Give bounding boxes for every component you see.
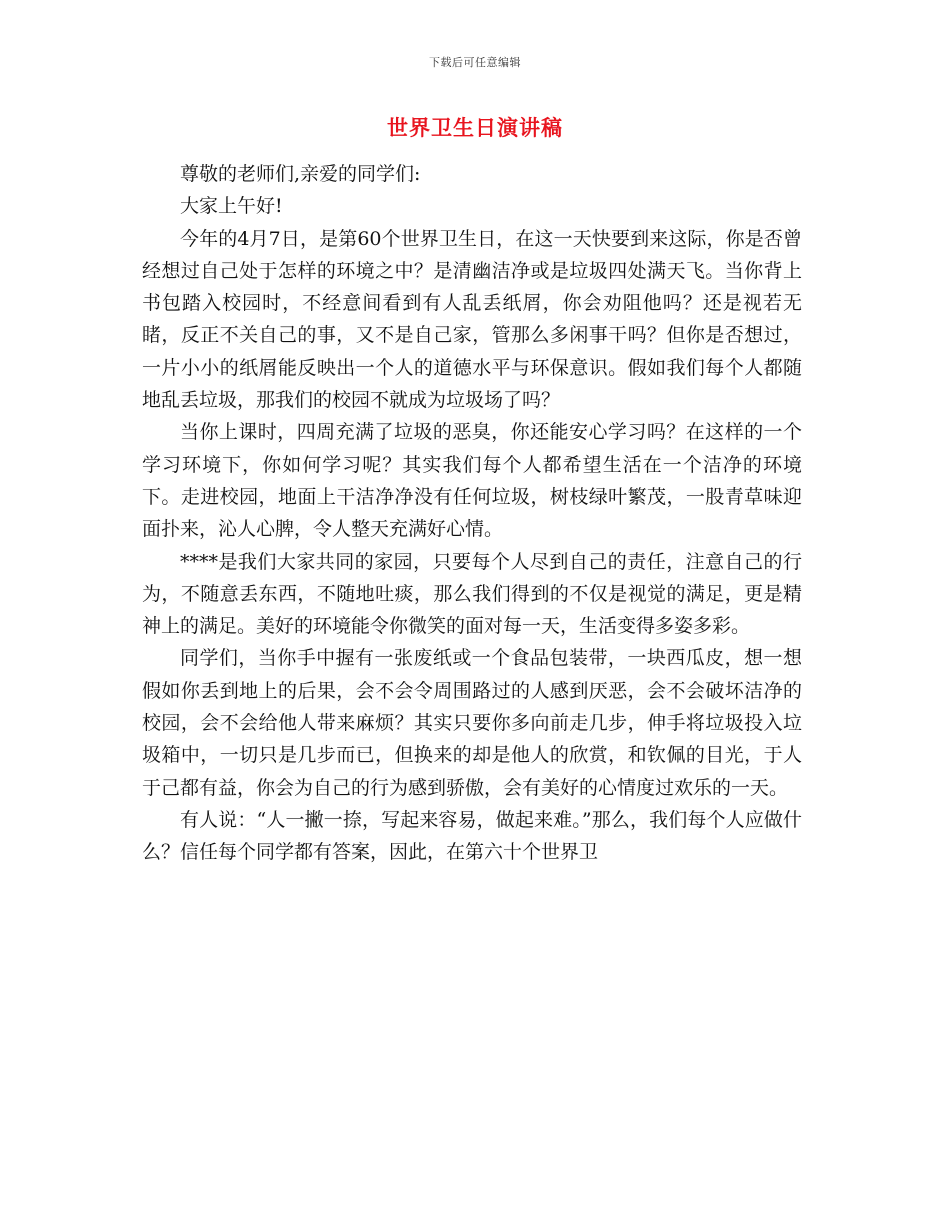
header-note: 下载后可任意编辑: [429, 56, 521, 69]
paragraph-greeting: 大家上午好!: [180, 195, 283, 218]
paragraph: ****是我们大家共同的家园，只要每个人尽到自己的责任，注意自己的行为，不随意丢东西，不随地吐痰，那么我们得到的不仅是视觉的满足，更是精神上的满足。美好的环境能令你微笑的面对每一天，生活变得多姿多彩。: [142, 550, 802, 638]
paragraph: 今年的4月7日，是第60个世界卫生日，在这一天快要到来这际，你是否曾经想过自己处于怎样的环境之中？是清幽洁净或是垃圾四处满天飞。当你背上书包踏入校园时，不经意间看到有人乱丢纸屑，你会劝阻他吗？还是视若无睹，反正不关自己的事，又不是自己家，管那么多闲事干吗？但你是否想过，一片小小的纸屑能反映出一个人的道德水平与环保意识。假如我们每个人都随地乱丢垃圾，那我们的校园不就成为垃圾场了吗？: [142, 227, 802, 412]
document-body: [142, 158, 802, 869]
paragraph-salutation: 尊敬的老师们,亲爱的同学们:: [180, 163, 421, 185]
document-title: 世界卫生日演讲稿: [387, 115, 563, 140]
paragraph: 当你上课时，四周充满了垃圾的恶臭，你还能安心学习吗？在这样的一个学习环境下，你如何学习呢？其实我们每个人都希望生活在一个洁净的环境下。走进校园，地面上干洁净净没有任何垃圾，树枝绿叶繁茂，一股青草味迎面扑来，沁人心脾，令人整天充满好心情。: [142, 421, 802, 541]
paragraph: 同学们，当你手中握有一张废纸或一个食品包装带，一块西瓜皮，想一想假如你丢到地上的后果，会不会令周围路过的人感到厌恶，会不会破坏洁净的校园，会不会给他人带来麻烦？其实只要你多向前走几步，伸手将垃圾投入垃圾箱中，一切只是几步而已，但换来的却是他人的欣赏，和钦佩的目光，于人于己都有益，你会为自己的行为感到骄傲，会有美好的心情度过欢乐的一天。: [142, 647, 802, 799]
paragraph: 有人说：“人一撇一捺，写起来容易，做起来难。”那么，我们每个人应做什么？信任每个同学都有答案，因此，在第六十个世界卫: [142, 808, 802, 864]
